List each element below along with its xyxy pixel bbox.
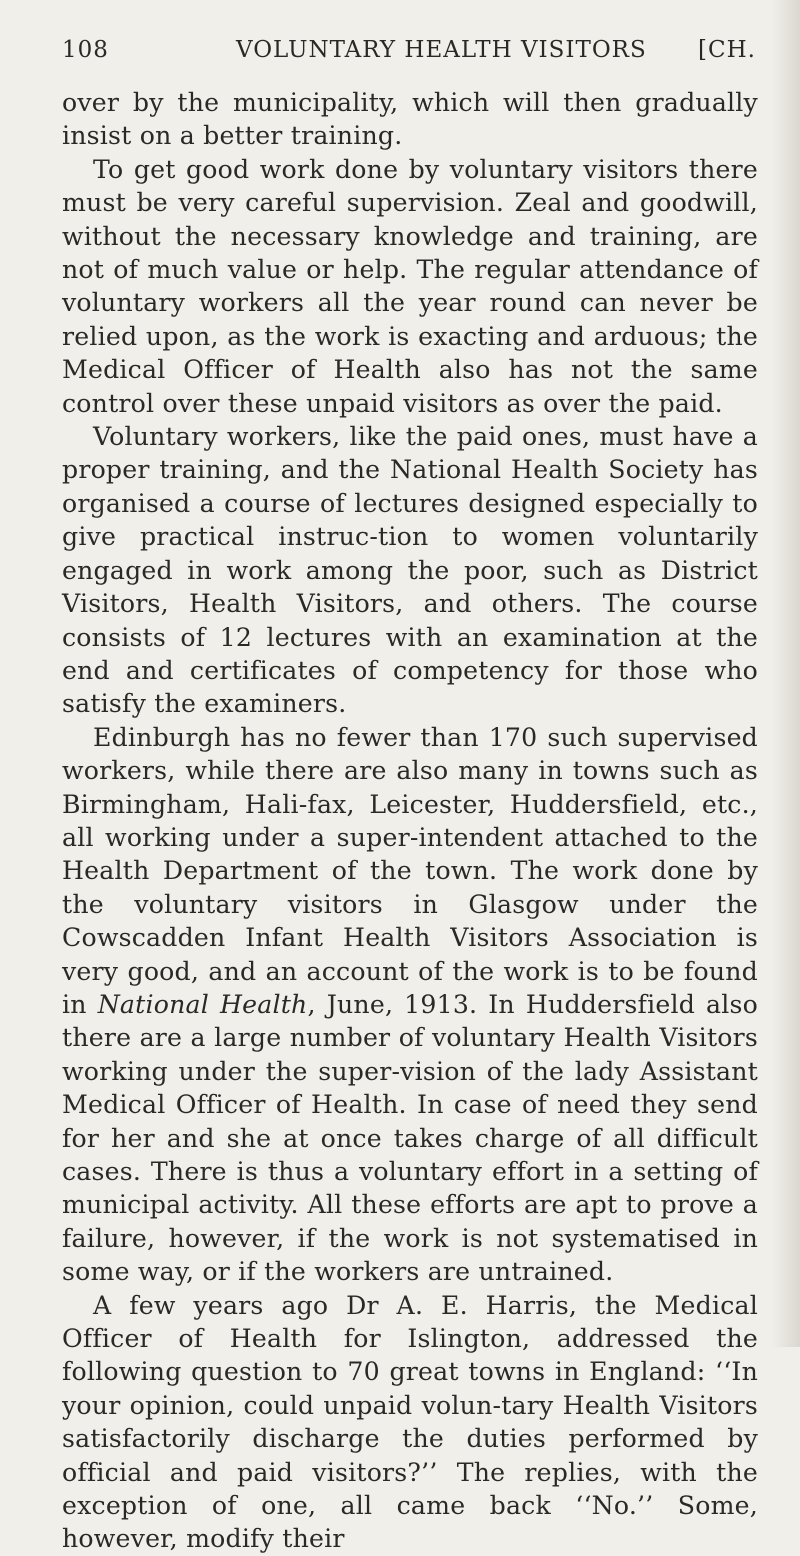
paragraph-continuation: over by the municipality, which will then gradually insist on a better training. xyxy=(62,88,758,151)
page-edge-shadow xyxy=(772,0,800,1347)
paragraph-edinburgh-continued: , June, 1913. In Huddersfield also there are a large number of voluntary Health Visitors working under the super-vision of the lady Assistant Medical Officer of Health. In case of need they send for her and she at once takes charge of all difficult cases. There is thus a voluntary effort in a setting of municipal activity. All these efforts are apt to prove a failure, however, if the work is not systematised in some way, or if the workers are untrained. xyxy=(62,989,758,1287)
paragraph-supervision: To get good work done by voluntary visitors there must be very careful supervision. Zeal and goodwill, without the necessary knowledge and training, are not of much value or help. The regular attendance of voluntary workers all the year round can never be relied upon, as the work is exacting and arduous; the Medical Officer of Health also has not the same control over these unpaid visitors as over the paid. xyxy=(62,154,758,418)
body-text xyxy=(62,86,758,1556)
paragraph-edinburgh-text: Edinburgh has no fewer than 170 such supervised workers, while there are also many in towns such as Birmingham, Hali-fax, Leicester, Huddersfield, etc., all working under a super-intendent attached to the Health Department of the town. The work done by the voluntary visitors in Glasgow under the Cowscadden Infant Health Visitors Association is very good, and an account of the work is to be found in xyxy=(62,722,758,1019)
national-health-title: National Health xyxy=(97,989,308,1019)
paragraph-islington: A few years ago Dr A. E. Harris, the Medical Officer of Health for Islington, addressed the following question to 70 great towns in England: ‘‘In your opinion, could unpaid volun-tary Health Visitors satisfactorily discharge the duties performed by official and paid visitors?’’ The replies, with the exception of one, all came back ‘‘No.’’ Some, however, modify their xyxy=(62,1290,758,1554)
running-title: VOLUNTARY HEALTH VISITORS xyxy=(236,37,647,63)
page-number: 108 xyxy=(62,37,109,63)
paragraph-edinburgh xyxy=(62,721,758,1289)
paragraph-training: Voluntary workers, like the paid ones, must have a proper training, and the National Health Society has organised a course of lectures designed especially to give practical instruc-tion to women voluntarily engaged in work among the poor, such as District Visitors, Health Visitors, and others. The course consists of 12 lectures with an examination at the end and certificates of competency for those who satisfy the examiners. xyxy=(62,422,758,719)
running-head xyxy=(62,33,756,67)
chapter-mark: [CH. xyxy=(698,37,756,63)
